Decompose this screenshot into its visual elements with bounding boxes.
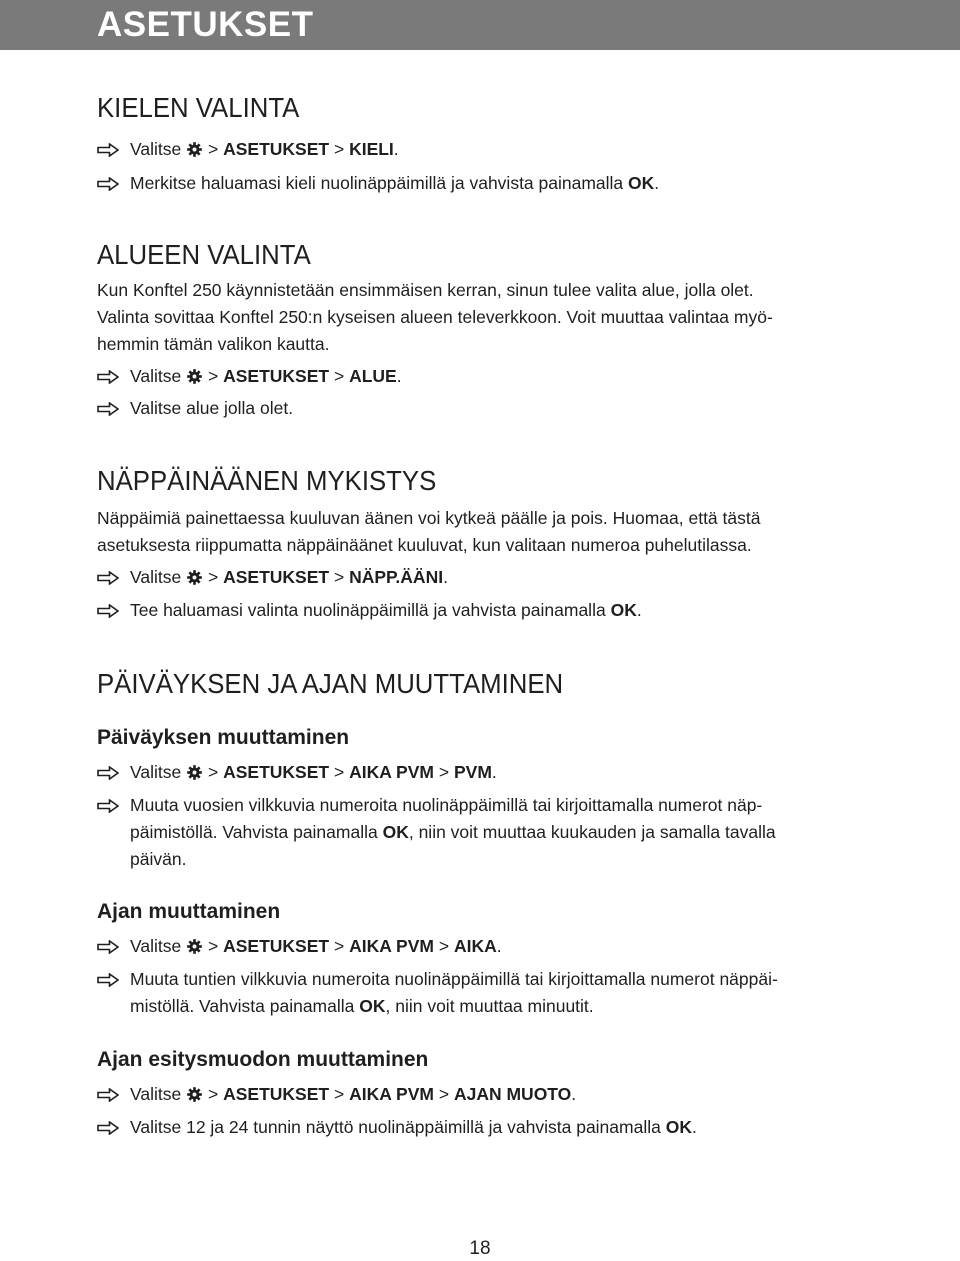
step-text: , niin voit muuttaa kuukauden ja samalla tavalla xyxy=(408,822,776,842)
subheading-time-format: Ajan esitysmuodon muuttaminen xyxy=(97,1048,429,1071)
section-heading-key-tone: NÄPPÄINÄÄNEN MYKISTYS xyxy=(97,465,437,496)
gear-icon xyxy=(187,1087,202,1102)
step-text: Valitse xyxy=(130,762,182,782)
period: . xyxy=(496,936,502,956)
step-arrow-icon xyxy=(97,1088,119,1102)
menu-aika: AIKA xyxy=(453,936,497,956)
step-arrow-icon xyxy=(97,402,119,416)
ok-key: OK xyxy=(665,1117,692,1137)
step-choose-time-format xyxy=(97,1114,845,1141)
period: . xyxy=(393,139,399,159)
step-select-region xyxy=(97,395,845,422)
menu-pvm: PVM xyxy=(453,762,492,782)
separator: > xyxy=(207,762,219,782)
ok-key: OK xyxy=(610,600,637,620)
step-text: Valitse xyxy=(130,1084,182,1104)
paragraph-line: Valinta sovittaa Konftel 250:n kyseisen alueen televerkkoon. Voit muuttaa valintaa myö- xyxy=(97,307,773,327)
menu-asetukset: ASETUKSET xyxy=(223,139,330,159)
separator: > xyxy=(333,139,345,159)
step-arrow-icon xyxy=(97,766,119,780)
step-select-keytone-menu xyxy=(97,564,845,591)
menu-ajan-muoto: AJAN MUOTO xyxy=(453,1084,572,1104)
step-text-line xyxy=(130,993,845,1020)
subheading-date: Päiväyksen muuttaminen xyxy=(97,726,350,749)
gear-icon xyxy=(187,142,202,157)
menu-kieli: KIELI xyxy=(349,139,394,159)
separator: > xyxy=(207,936,219,956)
separator: > xyxy=(333,1084,345,1104)
step-text: mistöllä. Vahvista painamalla xyxy=(130,996,355,1016)
separator: > xyxy=(438,762,450,782)
paragraph-line: Kun Konftel 250 käynnistetään ensimmäisen kerran, sinun tulee valita alue, jolla olet. xyxy=(97,280,754,300)
step-arrow-icon xyxy=(97,604,119,618)
ok-key: OK xyxy=(382,822,409,842)
step-text: Muuta tuntien vilkkuvia numeroita nuolinäppäimillä tai kirjoittamalla numerot näppäi- xyxy=(130,969,778,989)
gear-icon xyxy=(187,939,202,954)
menu-asetukset: ASETUKSET xyxy=(223,936,330,956)
step-text: Muuta vuosien vilkkuvia numeroita nuolinäppäimillä tai kirjoittamalla numerot näp- xyxy=(130,795,763,815)
step-choose-keytone xyxy=(97,597,845,624)
period: . xyxy=(636,600,642,620)
step-text: päivän. xyxy=(130,849,187,869)
period: . xyxy=(571,1084,577,1104)
step-text: Valitse xyxy=(130,936,182,956)
menu-asetukset: ASETUKSET xyxy=(223,762,330,782)
gear-icon xyxy=(187,369,202,384)
step-select-time-menu xyxy=(97,933,845,960)
separator: > xyxy=(333,567,345,587)
separator: > xyxy=(333,936,345,956)
separator: > xyxy=(333,366,345,386)
step-text: , niin voit muuttaa minuutit. xyxy=(385,996,594,1016)
paragraph-line: Näppäimiä painettaessa kuuluvan äänen voi kytkeä päälle ja pois. Huomaa, että tästä xyxy=(97,508,761,528)
step-select-region-menu xyxy=(97,363,845,390)
gear-icon xyxy=(187,765,202,780)
step-arrow-icon xyxy=(97,940,119,954)
ok-key: OK xyxy=(359,996,386,1016)
step-arrow-icon xyxy=(97,973,119,987)
step-select-language-menu xyxy=(97,136,845,163)
ok-key: OK xyxy=(628,173,655,193)
step-text: Tee haluamasi valinta nuolinäppäimillä ja vahvista painamalla xyxy=(130,600,606,620)
separator: > xyxy=(207,567,219,587)
step-arrow-icon xyxy=(97,143,119,157)
gear-icon xyxy=(187,570,202,585)
period: . xyxy=(691,1117,697,1137)
step-text-line xyxy=(130,819,845,846)
period: . xyxy=(654,173,660,193)
step-text: päimistöllä. Vahvista painamalla xyxy=(130,822,378,842)
step-select-date-menu xyxy=(97,759,845,786)
step-text: Valitse xyxy=(130,366,182,386)
step-text: Valitse 12 ja 24 tunnin näyttö nuolinäppäimillä ja vahvista painamalla xyxy=(130,1117,661,1137)
separator: > xyxy=(438,1084,450,1104)
step-text: Valitse xyxy=(130,139,182,159)
step-text: Valitse xyxy=(130,567,182,587)
step-arrow-icon xyxy=(97,177,119,191)
page-number: 18 xyxy=(469,1238,491,1259)
section-heading-date-time: PÄIVÄYKSEN JA AJAN MUUTTAMINEN xyxy=(97,668,564,699)
separator: > xyxy=(438,936,450,956)
menu-asetukset: ASETUKSET xyxy=(223,366,330,386)
period: . xyxy=(396,366,402,386)
menu-asetukset: ASETUKSET xyxy=(223,1084,330,1104)
menu-alue: ALUE xyxy=(349,366,397,386)
header-bar xyxy=(0,0,960,50)
step-text: Merkitse haluamasi kieli nuolinäppäimillä ja vahvista painamalla xyxy=(130,173,624,193)
step-select-timeformat-menu xyxy=(97,1081,845,1108)
step-mark-language xyxy=(97,170,845,197)
separator: > xyxy=(207,139,219,159)
section-heading-language: KIELEN VALINTA xyxy=(97,92,300,123)
step-change-date xyxy=(97,792,845,873)
page-title: ASETUKSET xyxy=(97,5,314,44)
step-change-time xyxy=(97,966,845,1020)
period: . xyxy=(443,567,448,587)
separator: > xyxy=(207,1084,219,1104)
paragraph-line: hemmin tämän valikon kautta. xyxy=(97,334,330,354)
separator: > xyxy=(207,366,219,386)
subheading-time: Ajan muuttaminen xyxy=(97,900,281,923)
separator: > xyxy=(333,762,345,782)
step-arrow-icon xyxy=(97,799,119,813)
step-arrow-icon xyxy=(97,571,119,585)
menu-aika-pvm: AIKA PVM xyxy=(349,1084,434,1104)
document-body xyxy=(97,92,845,1141)
step-arrow-icon xyxy=(97,1121,119,1135)
menu-aika-pvm: AIKA PVM xyxy=(349,762,434,782)
menu-asetukset: ASETUKSET xyxy=(223,567,330,587)
period: . xyxy=(491,762,497,782)
menu-aika-pvm: AIKA PVM xyxy=(349,936,434,956)
step-arrow-icon xyxy=(97,370,119,384)
menu-napp-aani: NÄPP.ÄÄNI xyxy=(349,567,444,587)
section-heading-region: ALUEEN VALINTA xyxy=(97,239,311,270)
paragraph-line: asetuksesta riippumatta näppäinäänet kuuluvat, kun valitaan numeroa puhelutilassa. xyxy=(97,535,752,555)
step-text: Valitse alue jolla olet. xyxy=(130,398,294,418)
